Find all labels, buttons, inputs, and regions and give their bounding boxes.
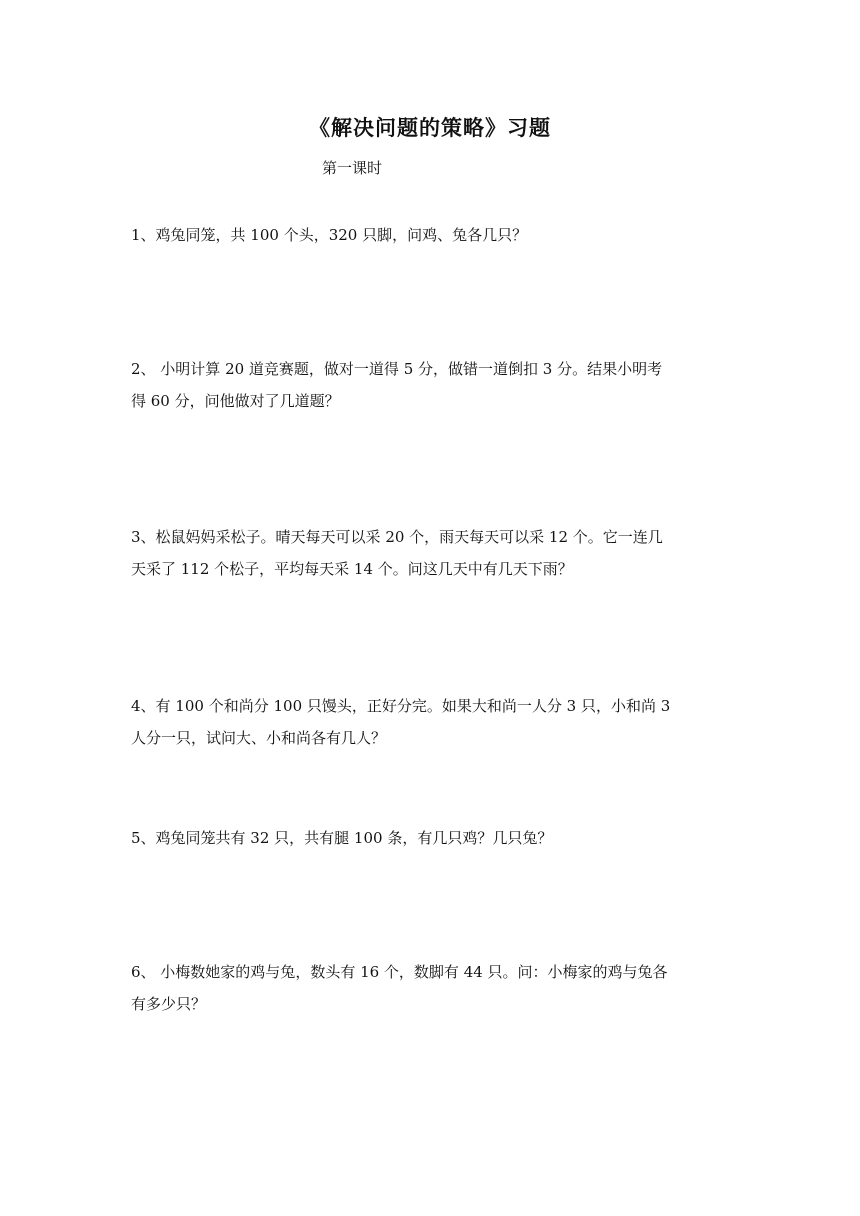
question-6-line-1: 6、 小梅数她家的鸡与兔，数头有 16 个，数脚有 44 只。问：小梅家的鸡与兔各 — [131, 963, 668, 981]
question-3-line-1: 3、松鼠妈妈采松子。晴天每天可以采 20 个，雨天每天可以采 12 个。它一连几 — [131, 528, 663, 546]
question-2-line-2: 得 60 分，问他做对了几道题？ — [131, 392, 340, 410]
question-3 — [131, 521, 731, 585]
question-1-line-1: 1、鸡兔同笼，共 100 个头，320 只脚，问鸡、兔各几只？ — [131, 226, 528, 244]
question-6-line-2: 有多少只？ — [131, 995, 207, 1013]
question-4 — [131, 690, 731, 754]
question-6 — [131, 956, 731, 1020]
question-2 — [131, 353, 731, 417]
question-1 — [131, 219, 731, 251]
document-title: 《解决问题的策略》习题 — [309, 115, 551, 140]
question-4-line-2: 人分一只，试问大、小和尚各有几人？ — [131, 729, 387, 747]
question-4-line-1: 4、有 100 个和尚分 100 只馒头，正好分完。如果大和尚一人分 3 只，小和尚 3 — [131, 697, 671, 715]
question-2-line-1: 2、 小明计算 20 道竞赛题，做对一道得 5 分，做错一道倒扣 3 分。结果小明考 — [131, 360, 663, 378]
question-5-line-1: 5、鸡兔同笼共有 32 只，共有腿 100 条，有几只鸡？几只兔？ — [131, 829, 553, 847]
question-5 — [131, 822, 731, 854]
question-3-line-2: 天采了 112 个松子，平均每天采 14 个。问这几天中有几天下雨？ — [131, 560, 573, 578]
lesson-subtitle: 第一课时 — [322, 159, 383, 177]
